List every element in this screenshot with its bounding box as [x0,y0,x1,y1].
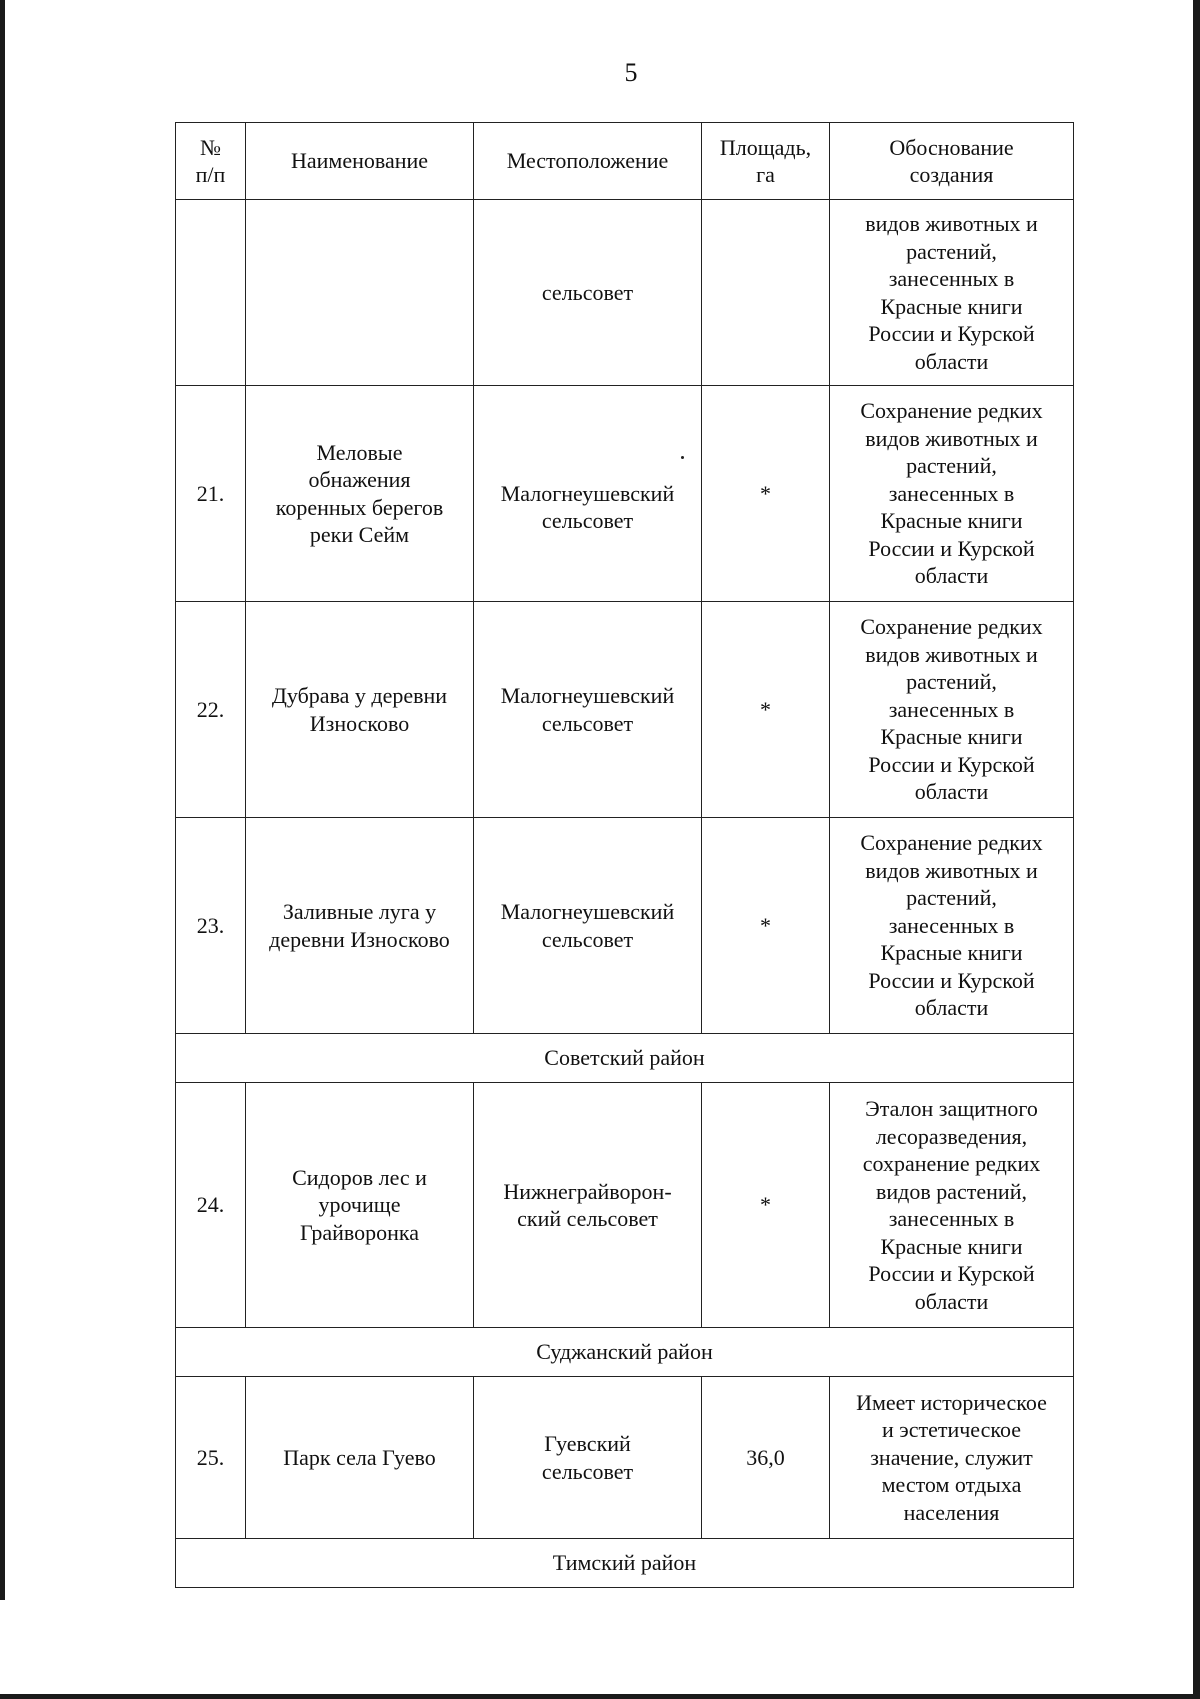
cell-reason: Сохранение редких видов животных и растений, занесенных в Красные книги России и Курской области [830,386,1074,602]
section-row [176,1034,1074,1083]
cell-reason: Эталон защитного лесоразведения, сохранение редких видов растений, занесенных в Красные книги России и Курской области [830,1083,1074,1328]
cell-number [176,200,246,386]
column-header-area: Площадь, га [702,123,830,200]
cell-name: Заливные луга у деревни Износково [246,818,474,1034]
section-row [176,1328,1074,1377]
cell-name: Парк села Гуево [246,1377,474,1539]
column-header-location: Местоположение [474,123,702,200]
scan-border-left [0,0,5,1600]
column-header-reason: Обоснование создания [830,123,1074,200]
column-header-number: № п/п [176,123,246,200]
section-row [176,1539,1074,1588]
cell-location: сельсовет [474,200,702,386]
cell-name: Меловые обнажения коренных берегов реки Сейм [246,386,474,602]
cell-area: 36,0 [702,1377,830,1539]
cell-location: Гуевский сельсовет [474,1377,702,1539]
reserves-table [175,122,1074,1588]
section-heading: Советский район [176,1034,1074,1083]
table-row [176,818,1074,1034]
stray-dot-mark [681,456,684,459]
cell-area [702,200,830,386]
cell-area: * [702,602,830,818]
cell-reason: Сохранение редких видов животных и растений, занесенных в Красные книги России и Курской области [830,602,1074,818]
table-row [176,1377,1074,1539]
table-row [176,1083,1074,1328]
cell-reason: видов животных и растений, занесенных в Красные книги России и Курской области [830,200,1074,386]
scan-border-right [1193,0,1200,1699]
table-row [176,386,1074,602]
cell-name: Дубрава у деревни Износково [246,602,474,818]
section-heading: Суджанский район [176,1328,1074,1377]
cell-number: 24. [176,1083,246,1328]
section-heading: Тимский район [176,1539,1074,1588]
table-row-continuation [176,200,1074,386]
cell-area: * [702,818,830,1034]
cell-location: Малогнеушевский сельсовет [474,386,702,602]
cell-location: Малогнеушевский сельсовет [474,602,702,818]
table-header-row [176,123,1074,200]
cell-area: * [702,1083,830,1328]
cell-number: 21. [176,386,246,602]
cell-number: 22. [176,602,246,818]
cell-number: 25. [176,1377,246,1539]
cell-number: 23. [176,818,246,1034]
cell-location: Малогнеушевский сельсовет [474,818,702,1034]
cell-name: Сидоров лес и урочище Грайворонка [246,1083,474,1328]
cell-area: * [702,386,830,602]
page-number: 5 [624,58,638,87]
scan-border-bottom [0,1694,1200,1699]
cell-name [246,200,474,386]
column-header-name: Наименование [246,123,474,200]
cell-reason: Имеет историческое и эстетическое значение, служит местом отдыха населения [830,1377,1074,1539]
cell-reason: Сохранение редких видов животных и растений, занесенных в Красные книги России и Курской области [830,818,1074,1034]
table-row [176,602,1074,818]
cell-location: Нижнеграйворон- ский сельсовет [474,1083,702,1328]
